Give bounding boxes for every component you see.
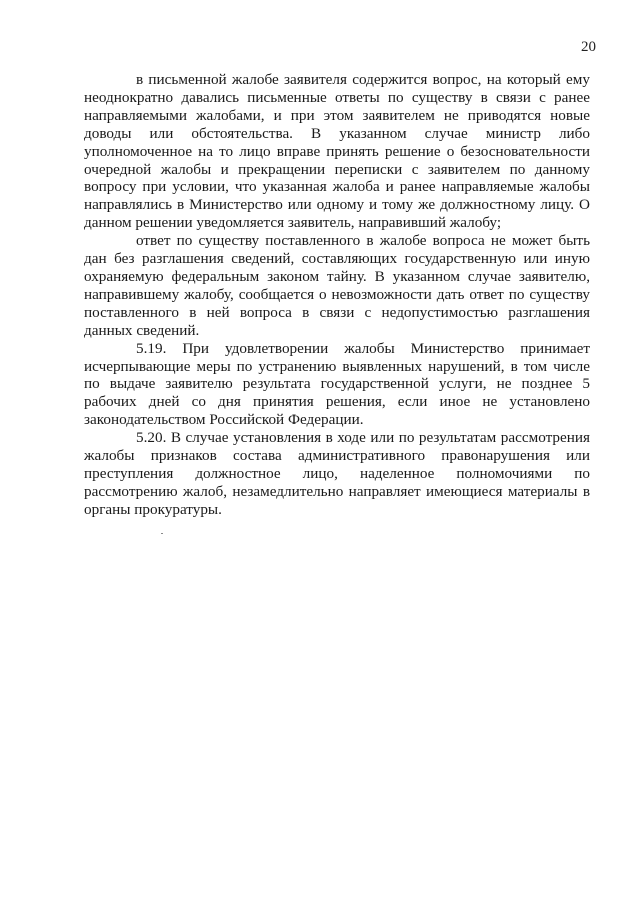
document-body <box>84 71 590 519</box>
scan-speck <box>161 533 163 534</box>
paragraph-5-19: 5.19. При удовлетворении жалобы Министерство принимает исчерпывающие меры по устранению выявленных нарушений, в том числе по выдаче заявителю результата государственной услуги, не позднее 5 рабочих дней со дня принятия решения, если иное не установлено законодательством Российской Федерации. <box>84 339 590 429</box>
paragraph-classified-information: ответ по существу поставленного в жалобе вопроса не может быть дан без разглашения сведений, составляющих государственную или иную охраняемую федеральным законом тайну. В указанном случае заявителю, направившему жалобу, сообщается о невозможности дать ответ по существу поставленного в ней вопроса в связи с недопустимостью разглашения данных сведений. <box>84 232 590 339</box>
paragraph-5-20: 5.20. В случае установления в ходе или по результатам рассмотрения жалобы признаков состава административного правонарушения или преступления должностное лицо, наделенное полномочиями по рассмотрению жалоб, незамедлительно направляет имеющиеся материалы в органы прокуратуры. <box>84 429 590 518</box>
paragraph-repeated-complaint: в письменной жалобе заявителя содержится вопрос, на который ему неоднократно давались письменные ответы по существу в связи с ранее направляемыми жалобами, и при этом заявителем не приводятся новые доводы или обстоятельства. В указанном случае министр либо уполномоченное на то лицо вправе принять решение о безосновательности очередной жалобы и прекращении переписки с заявителем по данному вопросу при условии, что указанная жалоба и ранее направляемые жалобы направлялись в Министерство или одному и тому же должностному лицу. О данном решении уведомляется заявитель, направивший жалобу; <box>84 71 590 232</box>
page-number: 20 <box>581 39 596 55</box>
